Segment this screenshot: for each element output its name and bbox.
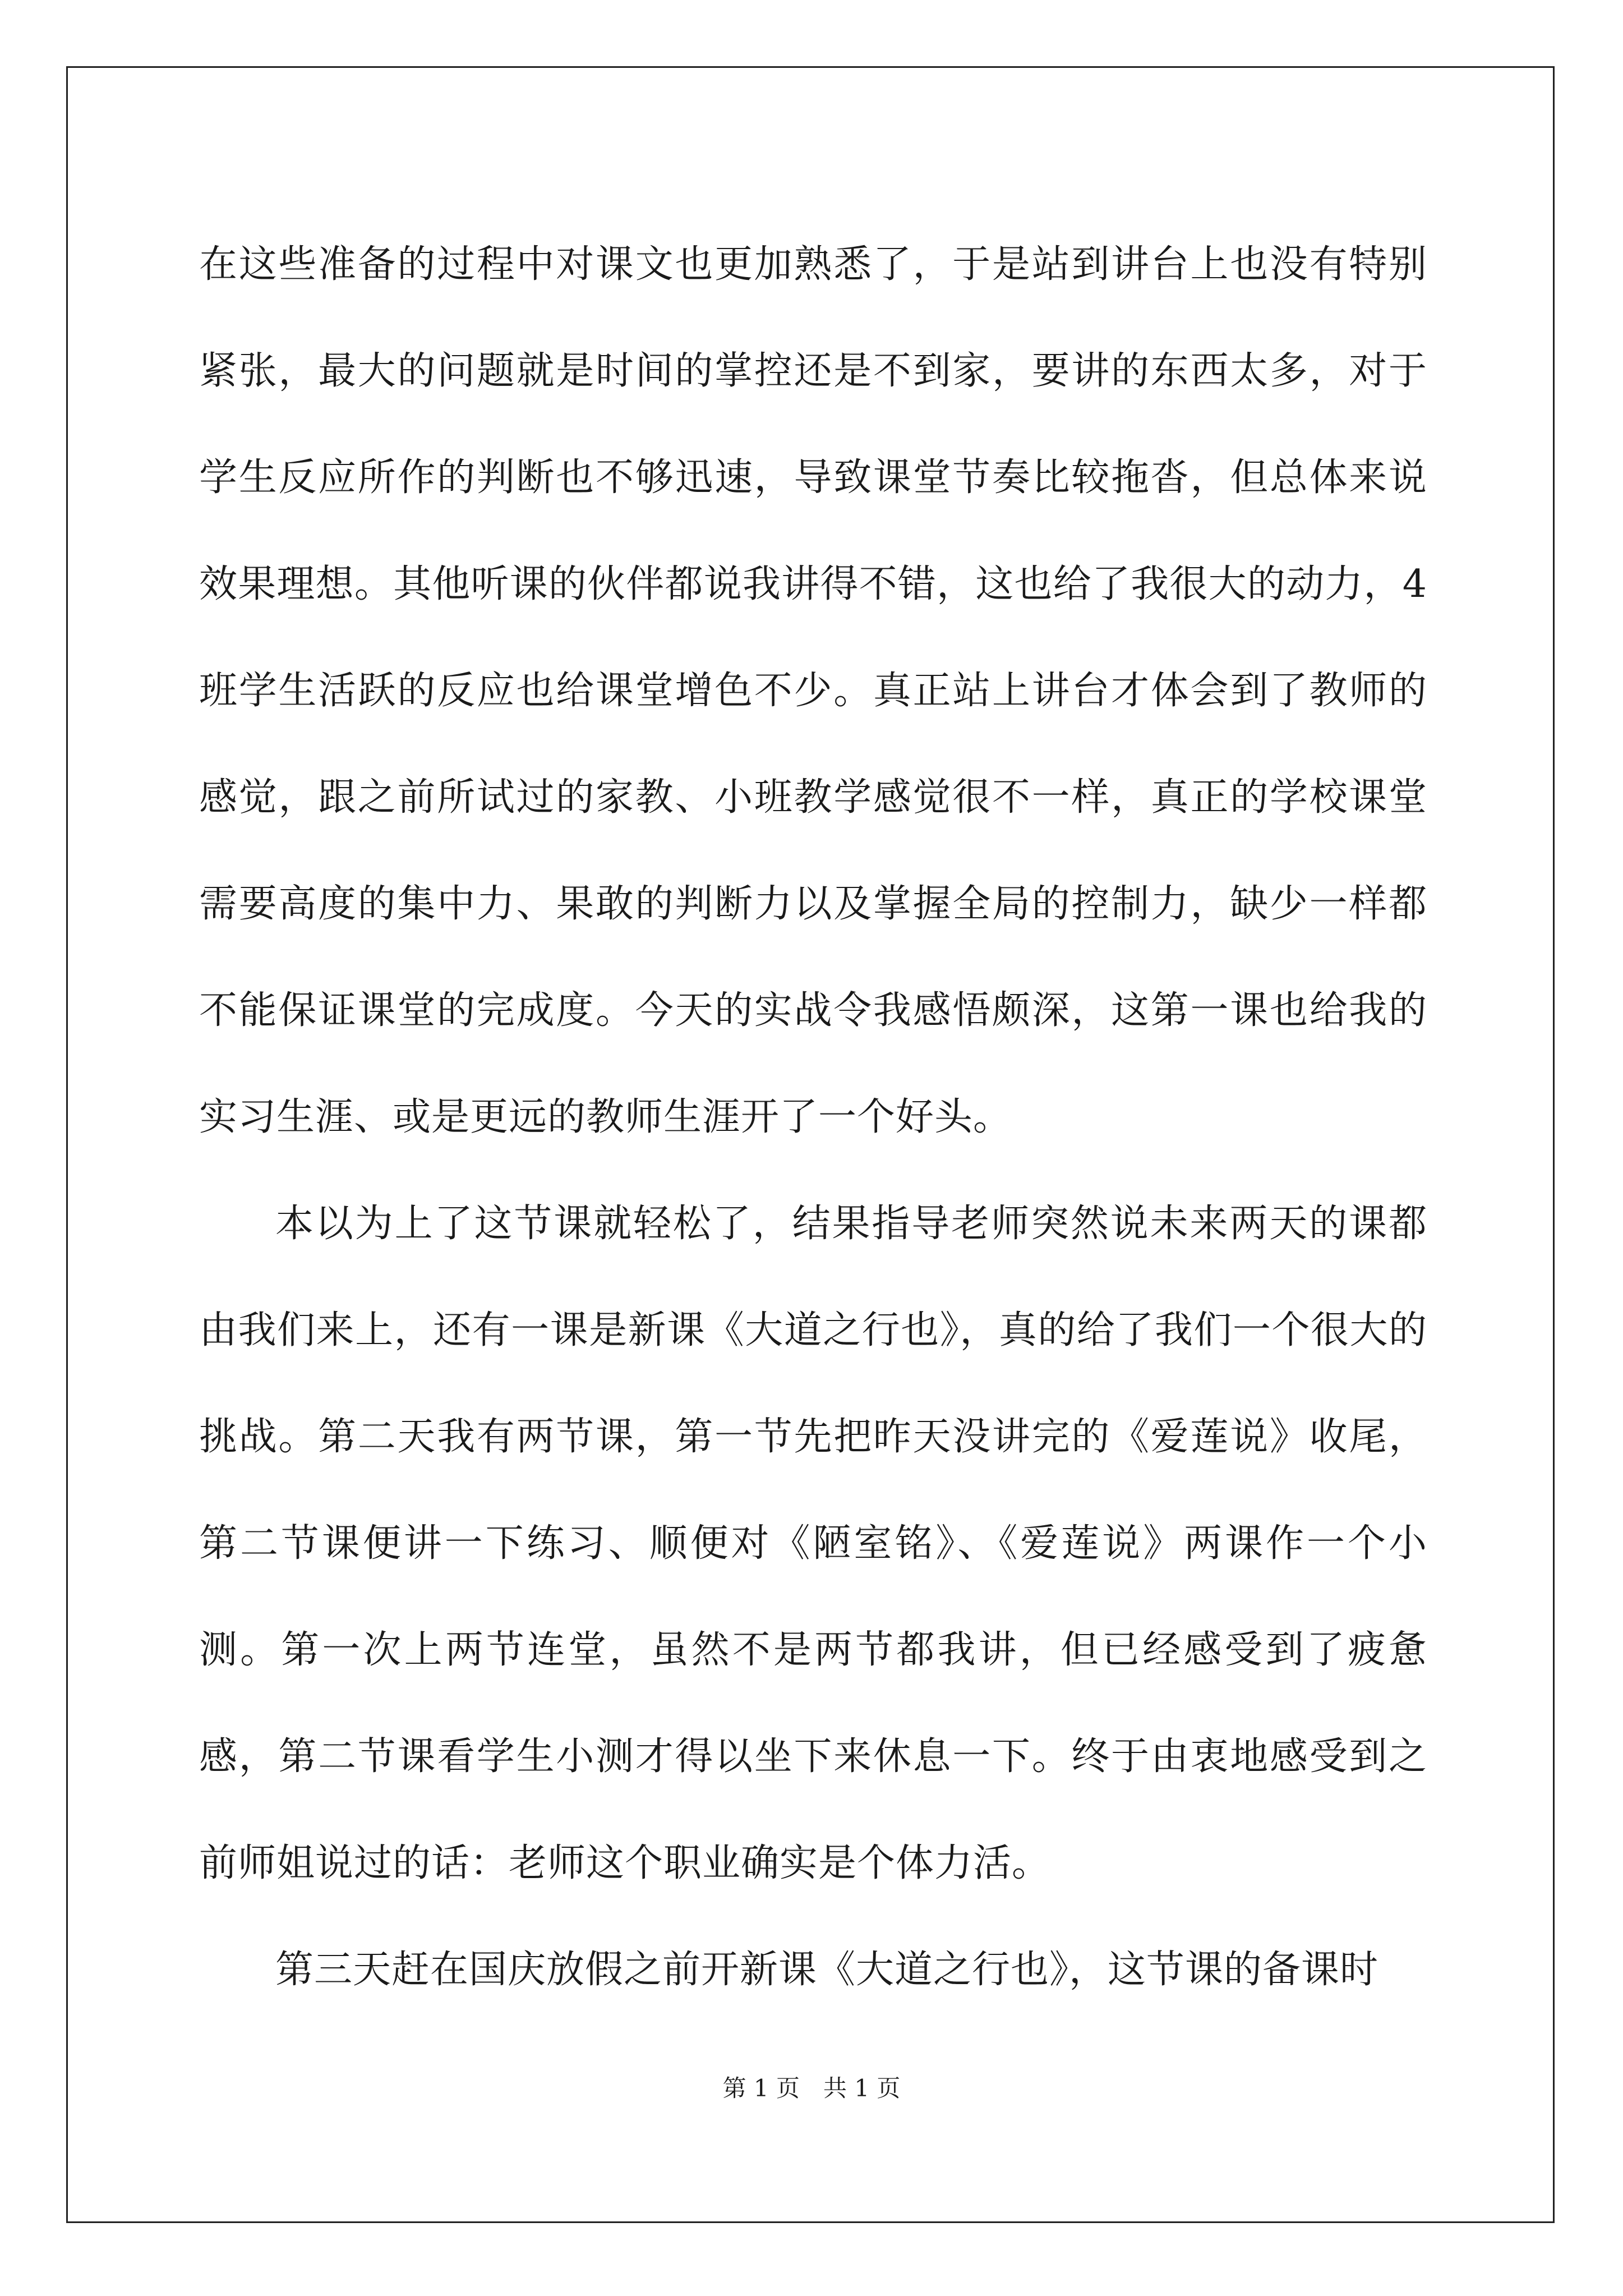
- page-total: 共 1 页: [823, 2074, 901, 2102]
- paragraph-2: 本以为上了这节课就轻松了，结果指导老师突然说未来两天的课都由我们来上，还有一课是新课《大道之行也》，真的给了我们一个很大的挑战。第二天我有两节课，第一节先把昨天没讲完的《爱莲说》收尾，第二节课便讲一下练习、顺便对《陋室铭》、《爱莲说》两课作一个小测。第一次上两节连堂，虽然不是两节都我讲，但已经感受到了疲惫感，第二节课看学生小测才得以坐下来休息一下。终于由衷地感受到之前师姐说过的话：老师这个职业确实是个体力活。: [199, 1202, 1427, 1885]
- paragraph-1: 在这些准备的过程中对课文也更加熟悉了，于是站到讲台上也没有特别紧张，最大的问题就是时间的掌控还是不到家，要讲的东西太多，对于学生反应所作的判断也不够迅速，导致课堂节奏比较拖沓，但总体来说效果理想。其他听课的伙伴都说我讲得不错，这也给了我很大的动力，4 班学生活跃的反应也给课堂增色不少。真正站上讲台才体会到了教师的感觉，跟之前所试过的家教、小班教学感觉很不一样，真正的学校课堂需要高度的集中力、果敢的判断力以及掌握全局的控制力，缺少一样都不能保证课堂的完成度。今天的实战令我感悟颇深，这第一课也给我的实习生涯、或是更远的教师生涯开了一个好头。: [199, 242, 1427, 1139]
- page-footer: [0, 2070, 1623, 2104]
- document-body: [199, 211, 1427, 2023]
- page-number: 第 1 页: [722, 2074, 800, 2102]
- paragraph-3: 第三天赶在国庆放假之前开新课《大道之行也》，这节课的备课时: [275, 1948, 1379, 1992]
